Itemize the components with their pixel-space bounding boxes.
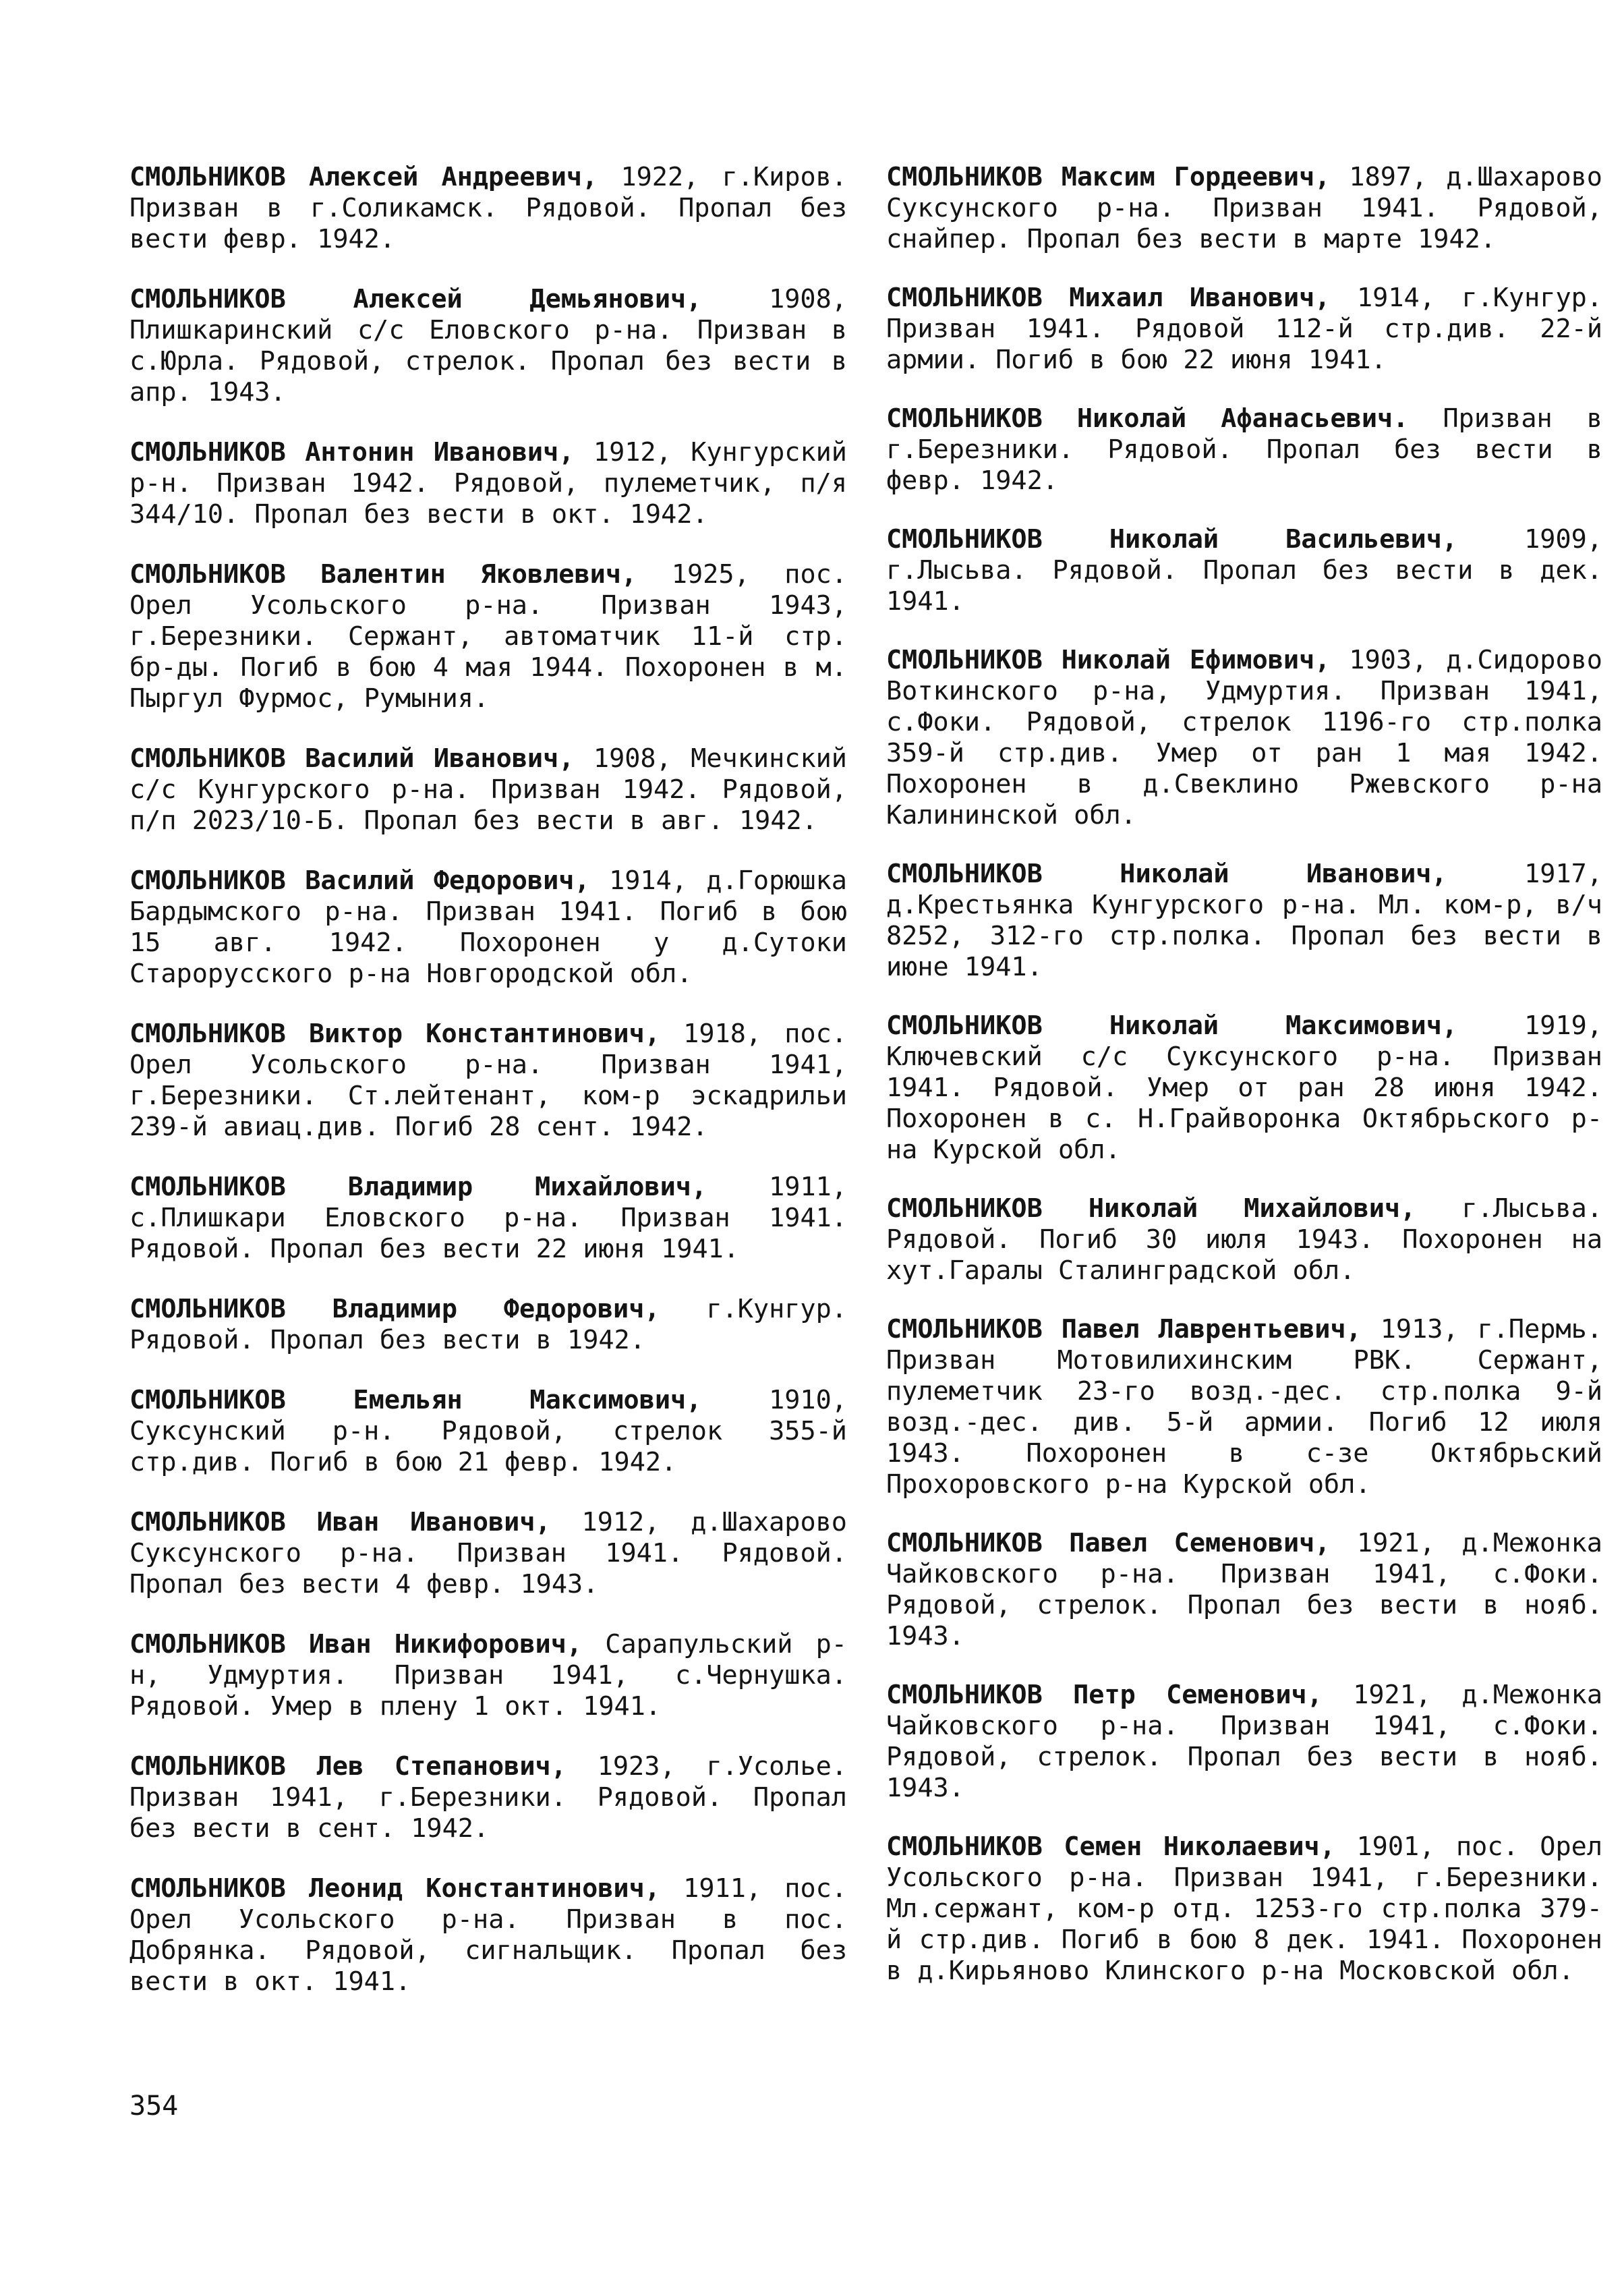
entry-name: Николай Афанасьевич. [1076, 403, 1409, 434]
entry [886, 1528, 1602, 1652]
entry-text: г.Лысьва. Рядовой. Погиб 30 июля 1943. Похоронен на хут.Гаралы Сталинградской обл. [886, 1193, 1603, 1286]
entry-name: Иван Никифорович, [309, 1629, 583, 1659]
entry [129, 1629, 847, 1722]
entry [886, 645, 1602, 831]
entry-name: Емельян Максимович, [353, 1385, 702, 1415]
entry-text: 1921, д.Межонка Чайковского р-на. Призван 1941, с.Фоки. Рядовой, стрелок. Пропал без вести в нояб. 1943. [886, 1680, 1603, 1803]
entry-name: Виктор Константинович, [309, 1019, 660, 1049]
entry-surname: СМОЛЬНИКОВ [129, 437, 286, 467]
right-column [886, 162, 1602, 2014]
entry-surname: СМОЛЬНИКОВ [886, 1314, 1043, 1344]
entry [129, 162, 847, 255]
entry-name: Николай Михайлович, [1088, 1193, 1416, 1224]
entry-name: Михаил Иванович, [1069, 283, 1331, 313]
entry-name: Павел Семенович, [1069, 1528, 1331, 1558]
entry-surname: СМОЛЬНИКОВ [886, 524, 1043, 555]
entry [886, 524, 1602, 617]
left-column [129, 162, 847, 2026]
page-number: 354 [129, 2091, 179, 2122]
entry-surname: СМОЛЬНИКОВ [886, 283, 1043, 313]
entry [129, 1507, 847, 1600]
entry-surname: СМОЛЬНИКОВ [886, 859, 1043, 889]
entry [129, 743, 847, 836]
entry-text: 1914, д.Горюшка Бардымского р-на. Призван 1941. Погиб в бою 15 авг. 1942. Похоронен у д.Сутоки Старорусского р-на Новгородской обл. [129, 865, 847, 989]
entry-surname: СМОЛЬНИКОВ [886, 403, 1043, 434]
entry-name: Валентин Яковлевич, [320, 559, 637, 590]
entry-text: 1911, пос. Орел Усольского р-на. Призван в пос. Добрянка. Рядовой, сигнальщик. Пропал без вести в окт. 1941. [129, 1873, 847, 1997]
entry [129, 1873, 847, 1997]
entry-surname: СМОЛЬНИКОВ [129, 1873, 286, 1904]
entry-surname: СМОЛЬНИКОВ [886, 162, 1043, 192]
entry-text: 1913, г.Пермь. Призван Мотовилихинским РВК. Сержант, пулеметчик 23-го возд.-дес. стр.полка 9-й возд.-дес. див. 5-й армии. Погиб 12 июля 1943. Похоронен в с-зе Октябрьский Прохоровского р-на Курской обл. [886, 1314, 1602, 1500]
entry [129, 1751, 847, 1844]
entry [129, 1172, 847, 1265]
entry-text: Сарапульский р-н, Удмуртия. Призван 1941, с.Чернушка. Рядовой. Умер в плену 1 окт. 1941. [129, 1629, 847, 1722]
entry-text: 1908, Мечкинский с/с Кунгурского р-на. Призван 1942. Рядовой, п/п 2023/10-Б. Пропал без вести в авг. 1942. [129, 743, 847, 836]
entry-name: Василий Федорович, [305, 865, 590, 896]
entry [886, 1314, 1602, 1500]
entry-text: 1910, Суксунский р-н. Рядовой, стрелок 355-й стр.див. Погиб в бою 21 февр. 1942. [129, 1385, 847, 1477]
entry-surname: СМОЛЬНИКОВ [129, 1385, 286, 1415]
entry-name: Василий Иванович, [305, 743, 575, 774]
entry [129, 284, 847, 408]
entry [129, 1385, 847, 1478]
entry-name: Семен Николаевич, [1064, 1831, 1335, 1862]
entry [886, 1011, 1602, 1166]
entry-name: Алексей Андреевич, [309, 162, 598, 192]
entry-text: 1903, д.Сидорово Воткинского р-на, Удмуртия. Призван 1941, с.Фоки. Рядовой, стрелок 1196-го стр.полка 359-й стр.див. Умер от ран 1 мая 1942. Похоронен в д.Свеклино Ржевского р-на Калининской обл. [886, 645, 1602, 830]
entry [886, 1680, 1602, 1804]
entry-surname: СМОЛЬНИКОВ [129, 1172, 286, 1202]
entry-surname: СМОЛЬНИКОВ [129, 1019, 286, 1049]
entry-name: Антонин Иванович, [305, 437, 575, 467]
entry-name: Петр Семенович, [1073, 1680, 1323, 1710]
entry [886, 1193, 1602, 1286]
entry-name: Алексей Демьянович, [353, 284, 702, 314]
entry-surname: СМОЛЬНИКОВ [886, 645, 1043, 675]
entry-text: 1908, Плишкаринский с/с Еловского р-на. Призван в с.Юрла. Рядовой, стрелок. Пропал без вести в апр. 1943. [129, 284, 847, 407]
entry-text: 1919, Ключевский с/с Суксунского р-на. Призван 1941. Рядовой. Умер от ран 28 июня 1942. Похоронен в с. Н.Грайворонка Октябрьского р-на Курской обл. [886, 1011, 1603, 1165]
entry-text: 1897, д.Шахарово Суксунского р-на. Призван 1941. Рядовой, снайпер. Пропал без вести в марте 1942. [886, 162, 1602, 254]
entry-name: Владимир Михайлович, [347, 1172, 707, 1202]
entry-surname: СМОЛЬНИКОВ [129, 162, 286, 192]
entry [129, 865, 847, 990]
entry-text: 1909, г.Лысьва. Рядовой. Пропал без вести в дек. 1941. [886, 524, 1603, 617]
entry-surname: СМОЛЬНИКОВ [886, 1193, 1043, 1224]
entry-text: 1922, г.Киров. Призван в г.Соликамск. Рядовой. Пропал без вести февр. 1942. [129, 162, 847, 254]
entry-name: Николай Ефимович, [1061, 645, 1331, 675]
entry [129, 437, 847, 530]
entry-text: 1912, д.Шахарово Суксунского р-на. Призван 1941. Рядовой. Пропал без вести 4 февр. 1943. [129, 1507, 847, 1599]
entry-surname: СМОЛЬНИКОВ [129, 1629, 286, 1659]
entry [129, 559, 847, 714]
entry-name: Николай Максимович, [1109, 1011, 1458, 1041]
entry-surname: СМОЛЬНИКОВ [886, 1831, 1043, 1862]
entry-surname: СМОЛЬНИКОВ [886, 1680, 1043, 1710]
entry-text: 1921, д.Межонка Чайковского р-на. Призван 1941, с.Фоки. Рядовой, стрелок. Пропал без вести в нояб. 1943. [886, 1528, 1602, 1651]
entry-text: 1901, пос. Орел Усольского р-на. Призван 1941, г.Березники. Мл.сержант, ком-р отд. 1253-го стр.полка 379-й стр.див. Погиб в бою 8 дек. 1941. Похоронен в д.Кирьяново Клинского р-на Московской обл. [886, 1831, 1603, 1986]
entry [129, 1294, 847, 1356]
entry-surname: СМОЛЬНИКОВ [129, 284, 286, 314]
entry-name: Николай Васильевич, [1109, 524, 1458, 555]
entry [886, 162, 1602, 255]
entry-name: Владимир Федорович, [332, 1294, 660, 1324]
entry-text: 1925, пос. Орел Усольского р-на. Призван 1943, г.Березники. Сержант, автоматчик 11-й стр. бр-ды. Погиб в бою 4 мая 1944. Похоронен в м. Пыргул Фурмос, Румыния. [129, 559, 847, 714]
entry-name: Иван Иванович, [316, 1507, 551, 1537]
entry-text: Призван в г.Березники. Рядовой. Пропал без вести в февр. 1942. [886, 403, 1602, 496]
entry-name: Павел Лаврентьевич, [1061, 1314, 1362, 1344]
entry-surname: СМОЛЬНИКОВ [129, 559, 286, 590]
entry-text: г.Кунгур. Рядовой. Пропал без вести в 1942. [129, 1294, 847, 1355]
entry-surname: СМОЛЬНИКОВ [886, 1528, 1043, 1558]
entry [886, 859, 1602, 983]
entry-name: Николай Иванович, [1120, 859, 1447, 889]
entry-surname: СМОЛЬНИКОВ [129, 865, 286, 896]
entry-name: Леонид Константинович, [309, 1873, 660, 1904]
entry-text: 1923, г.Усолье. Призван 1941, г.Березники. Рядовой. Пропал без вести в сент. 1942. [129, 1751, 848, 1844]
entry [886, 1831, 1602, 1987]
entry [886, 283, 1602, 376]
entry-text: 1914, г.Кунгур. Призван 1941. Рядовой 112-й стр.див. 22-й армии. Погиб в бою 22 июня 1941. [886, 283, 1602, 375]
entry-name: Максим Гордеевич, [1061, 162, 1331, 192]
entry-surname: СМОЛЬНИКОВ [129, 1751, 286, 1782]
entry [886, 403, 1602, 496]
entry [129, 1019, 847, 1143]
entry-text: 1917, д.Крестьянка Кунгурского р-на. Мл. ком-р, в/ч 8252, 312-го стр.полка. Пропал без вести в июне 1941. [886, 859, 1603, 982]
entry-surname: СМОЛЬНИКОВ [129, 1507, 286, 1537]
entry-surname: СМОЛЬНИКОВ [129, 743, 286, 774]
entry-name: Лев Степанович, [316, 1751, 567, 1782]
entry-surname: СМОЛЬНИКОВ [129, 1294, 286, 1324]
entry-text: 1918, пос. Орел Усольского р-на. Призван 1941, г.Березники. Ст.лейтенант, ком-р эскадрильи 239-й авиац.див. Погиб 28 сент. 1942. [129, 1019, 847, 1142]
entry-text: 1912, Кунгурский р-н. Призван 1942. Рядовой, пулеметчик, п/я 344/10. Пропал без вести в окт. 1942. [129, 437, 847, 530]
entry-surname: СМОЛЬНИКОВ [886, 1011, 1043, 1041]
entry-text: 1911, с.Плишкари Еловского р-на. Призван 1941. Рядовой. Пропал без вести 22 июня 1941. [129, 1172, 847, 1264]
